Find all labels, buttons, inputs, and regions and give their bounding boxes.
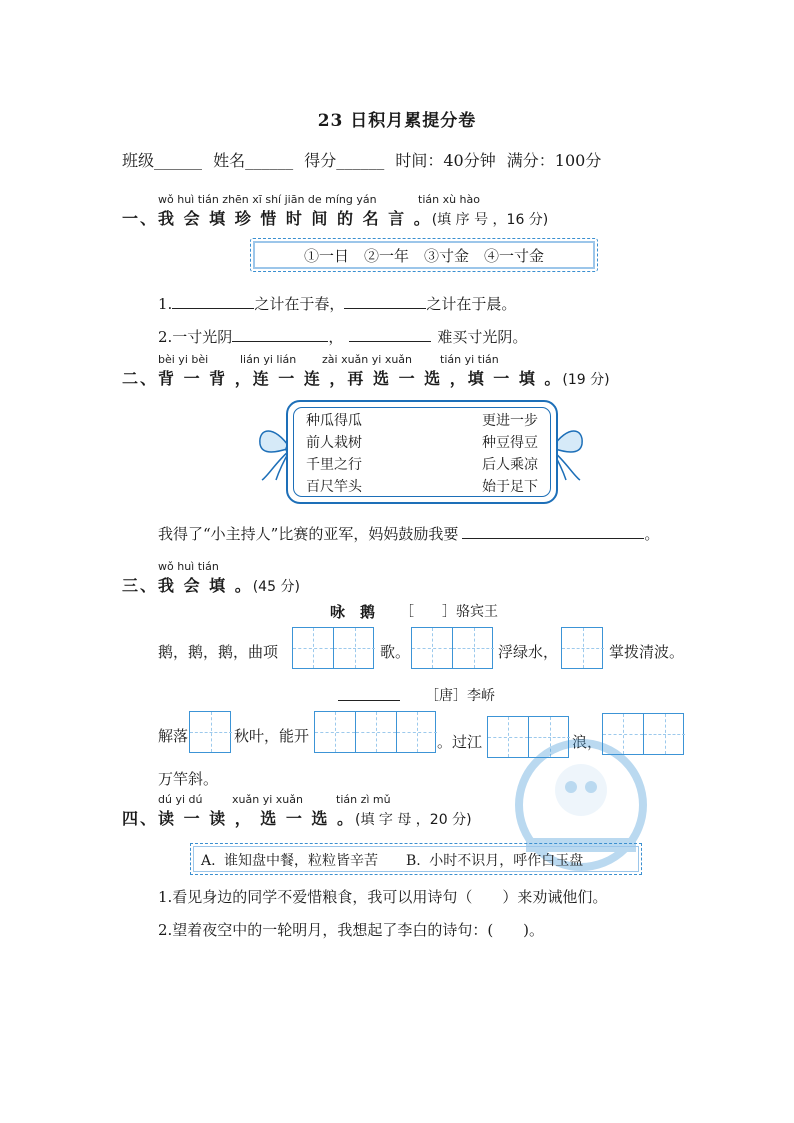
s1-q2-blank-1[interactable]: [232, 325, 328, 342]
section1-heading: 一、我 会 填 珍 惜 时 间 的 名 言 。(填 序 号 ，16 分): [122, 209, 549, 228]
s1-q1-blank-2[interactable]: [344, 292, 426, 309]
s4-question-2[interactable]: 2.望着夜空中的一轮明月，我想起了李白的诗句：( )。: [158, 921, 545, 939]
s2-sentence: 我得了“小主持人”比赛的亚军，妈妈鼓励我要 。: [158, 522, 659, 544]
poem1-line-part-c: 浮绿水，: [498, 643, 559, 661]
poem1-line-part-d: 掌拨清波。: [609, 643, 685, 661]
poem2-author: ［唐］李峤: [425, 688, 495, 704]
section2-heading: 二、背 一 背 ，连 一 连 ，再 选 一 选 ，填 一 填 。(19 分): [122, 369, 610, 388]
poem2-line-part-a: 解落: [158, 727, 189, 745]
name-field[interactable]: 姓名______: [213, 151, 294, 170]
s1-question-1: 1. 之计在于春， 之计在于晨。: [158, 292, 516, 314]
s4-options: A. 谁知盘中餐，粒粒皆辛苦 B. 小时不识月，呼作白玉盘: [201, 853, 584, 869]
s2-pinyin-b: lián yi lián: [240, 353, 297, 366]
idiom-left-2[interactable]: 前人栽树: [306, 435, 362, 451]
s3-pinyin: wǒ huì tián: [158, 560, 219, 573]
student-info-line: [122, 148, 607, 171]
full-score: 满分：100分: [506, 151, 602, 170]
poem2-grid-2[interactable]: [314, 711, 436, 753]
poem1-line-part-b: 歌。: [380, 643, 411, 661]
section4-heading: 四、读 一 读 ， 选 一 选 。(填 字 母 ，20 分): [122, 809, 472, 828]
s1-pinyin-b: tián xù hào: [418, 193, 480, 206]
poem2-grid-1[interactable]: [189, 711, 231, 753]
idiom-right-1[interactable]: 更进一步: [482, 413, 538, 429]
s4-question-1[interactable]: 1.看见身边的同学不爱惜粮食，我可以用诗句（ ）来劝诫他们。: [158, 888, 608, 906]
class-field[interactable]: 班级______: [122, 151, 203, 170]
s2-pinyin-a: bèi yi bèi: [158, 353, 209, 366]
idiom-left-3[interactable]: 千里之行: [306, 457, 362, 473]
s1-pinyin-a: wǒ huì tián zhēn xī shí jiān de míng yán: [158, 193, 377, 206]
s1-options: ①一日 ②一年 ③寸金 ④一寸金: [303, 247, 544, 265]
page-title: 23 日积月累提分卷: [317, 111, 477, 131]
s4-options-box: [190, 843, 642, 875]
poem1-line-part-a: 鹅，鹅，鹅，曲项: [158, 643, 279, 661]
idiom-right-3[interactable]: 后人乘凉: [482, 457, 538, 473]
matching-frame: [286, 400, 558, 504]
section3-heading: 三、我 会 填 。(45 分): [122, 576, 300, 595]
poem1-grid-1[interactable]: [292, 627, 374, 669]
poem1-grid-3[interactable]: [561, 627, 603, 669]
score-field[interactable]: 得分______: [304, 151, 385, 170]
time-limit: 时间：40分钟: [395, 151, 496, 170]
idiom-left-column: [306, 410, 362, 498]
s2-pinyin-d: tián yi tián: [440, 353, 499, 366]
poem2-line-part-b: 秋叶，能开: [234, 727, 310, 745]
poem2-line-part-e: 万竿斜。: [158, 770, 219, 788]
idiom-right-2[interactable]: 种豆得豆: [482, 435, 538, 451]
idiom-left-1[interactable]: 种瓜得瓜: [306, 413, 362, 429]
idiom-left-4[interactable]: 百尺竿头: [306, 479, 362, 495]
idiom-right-column: [482, 410, 538, 498]
s4-pinyin-b: xuǎn yi xuǎn: [232, 793, 303, 806]
idiom-right-4[interactable]: 始于足下: [482, 479, 538, 495]
s4-pinyin-a: dú yi dú: [158, 793, 203, 806]
s1-q2-blank-2[interactable]: [349, 325, 431, 342]
poem1-title: 咏 鹅: [330, 603, 376, 621]
s1-options-box: [250, 238, 598, 272]
poem2-title-blank[interactable]: [338, 688, 400, 701]
s1-q1-blank-1[interactable]: [172, 292, 254, 309]
s2-pinyin-c: zài xuǎn yi xuǎn: [322, 353, 413, 366]
s2-answer-blank[interactable]: [462, 522, 644, 539]
s4-pinyin-c: tián zì mǔ: [336, 793, 391, 806]
poem1-author: ［ ］骆宾王: [400, 604, 498, 620]
poem2-line-part-c: 。过江: [437, 733, 483, 751]
poem2-line-part-d: 浪，: [572, 733, 603, 751]
s1-question-2: 2.一寸光阴 ， 难买寸光阴。: [158, 325, 527, 347]
poem1-grid-2[interactable]: [411, 627, 493, 669]
